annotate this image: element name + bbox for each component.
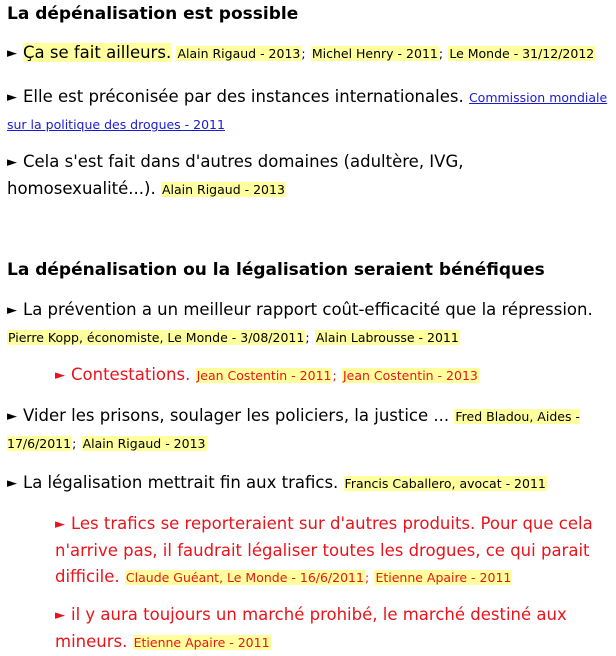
argument-text: Contestations. [71, 365, 191, 384]
source-citation[interactable]: Pierre Kopp, économiste, Le Monde - 3/08/2011 [8, 330, 305, 345]
bullet-triangle-icon: ► [7, 46, 17, 61]
commission-link[interactable]: Commission mondiale sur la politique des drogues - 2011 [7, 90, 608, 132]
bullet-triangle-icon: ► [7, 90, 17, 105]
section-title-benefiques: La dépénalisation ou la légalisation seraient bénéfiques [7, 260, 545, 280]
bullet-triangle-icon: ► [55, 608, 65, 623]
argument-text: Ça se fait ailleurs. [23, 43, 172, 62]
source-citation[interactable]: Michel Henry - 2011 [311, 46, 438, 61]
source-citation[interactable]: Alain Rigaud - 2013 [161, 182, 285, 197]
section-title-possible: La dépénalisation est possible [7, 4, 299, 24]
bullet-triangle-icon: ► [7, 476, 17, 491]
bullet-triangle-icon: ► [55, 517, 65, 532]
argument-text: La prévention a un meilleur rapport coût-efficacité que la répression. [23, 300, 593, 319]
source-citation[interactable]: Le Monde - 31/12/2012 [449, 46, 595, 61]
argument-text: Cela s'est fait dans d'autres domaines (adultère, IVG, homosexualité...). [7, 152, 464, 198]
bullet-triangle-icon: ► [7, 303, 17, 318]
bullet-triangle-icon: ► [55, 368, 65, 383]
argument-text: La légalisation mettrait fin aux trafics. [23, 473, 339, 492]
bullet-triangle-icon: ► [7, 409, 17, 424]
argument-autres-domaines [7, 149, 547, 203]
argument-instances [7, 84, 612, 138]
counter-argument-report-trafics: ► Les trafics se reporteraient sur d'autres produits. Pour que cela n'arrive pas, il faudrait légaliser toutes les drogues, ce qui parait difficile. Claude Guéant, Le Monde - 16/6/2011; Etienne Apaire - 2011 [55, 514, 593, 586]
counter-argument-contestations: ► Contestations. Jean Costentin - 2011; Jean Costentin - 2013 [55, 362, 575, 389]
argument-prisons: ► Vider les prisons, soulager les policiers, la justice ... Fred Bladou, Aides - 17/6/2011; Alain Rigaud - 2013 [7, 406, 580, 451]
source-citation[interactable]: Jean Costentin - 2013 [342, 368, 478, 383]
argument-ailleurs: ► Ça se fait ailleurs. Alain Rigaud - 2013; Michel Henry - 2011; Le Monde - 31/12/2012 [7, 40, 607, 67]
argument-text: Les trafics se reporteraient sur d'autres produits. Pour que cela n'arrive pas, il faudrait légaliser toutes les drogues, ce qui parait difficile. [55, 514, 593, 586]
source-citation[interactable]: Etienne Apaire - 2011 [133, 635, 270, 650]
source-citation[interactable]: Fred Bladou, Aides - 17/6/2011 [7, 409, 580, 451]
source-citation[interactable]: Francis Caballero, avocat - 2011 [344, 476, 546, 491]
argument-text: il y aura toujours un marché prohibé, le marché destiné aux mineurs. [55, 605, 567, 651]
argument-trafics [7, 470, 607, 497]
argument-text: Elle est préconisée par des instances internationales. [23, 87, 464, 106]
source-citation[interactable]: Alain Rigaud - 2013 [177, 46, 301, 61]
counter-argument-marche-prohibe [55, 602, 575, 656]
bullet-triangle-icon: ► [7, 155, 17, 170]
source-citation[interactable]: Etienne Apaire - 2011 [375, 570, 512, 585]
source-citation[interactable]: Alain Labrousse - 2011 [315, 330, 459, 345]
source-citation[interactable]: Alain Rigaud - 2013 [82, 436, 206, 451]
source-citation[interactable]: Claude Guéant, Le Monde - 16/6/2011 [125, 570, 364, 585]
argument-prevention: ► La prévention a un meilleur rapport coût-efficacité que la répression. Pierre Kopp, économiste, Le Monde - 3/08/2011; Alain Labrousse - 2011 [7, 300, 593, 345]
source-citation[interactable]: Jean Costentin - 2011 [196, 368, 332, 383]
argument-text: Vider les prisons, soulager les policiers, la justice ... [23, 406, 450, 425]
